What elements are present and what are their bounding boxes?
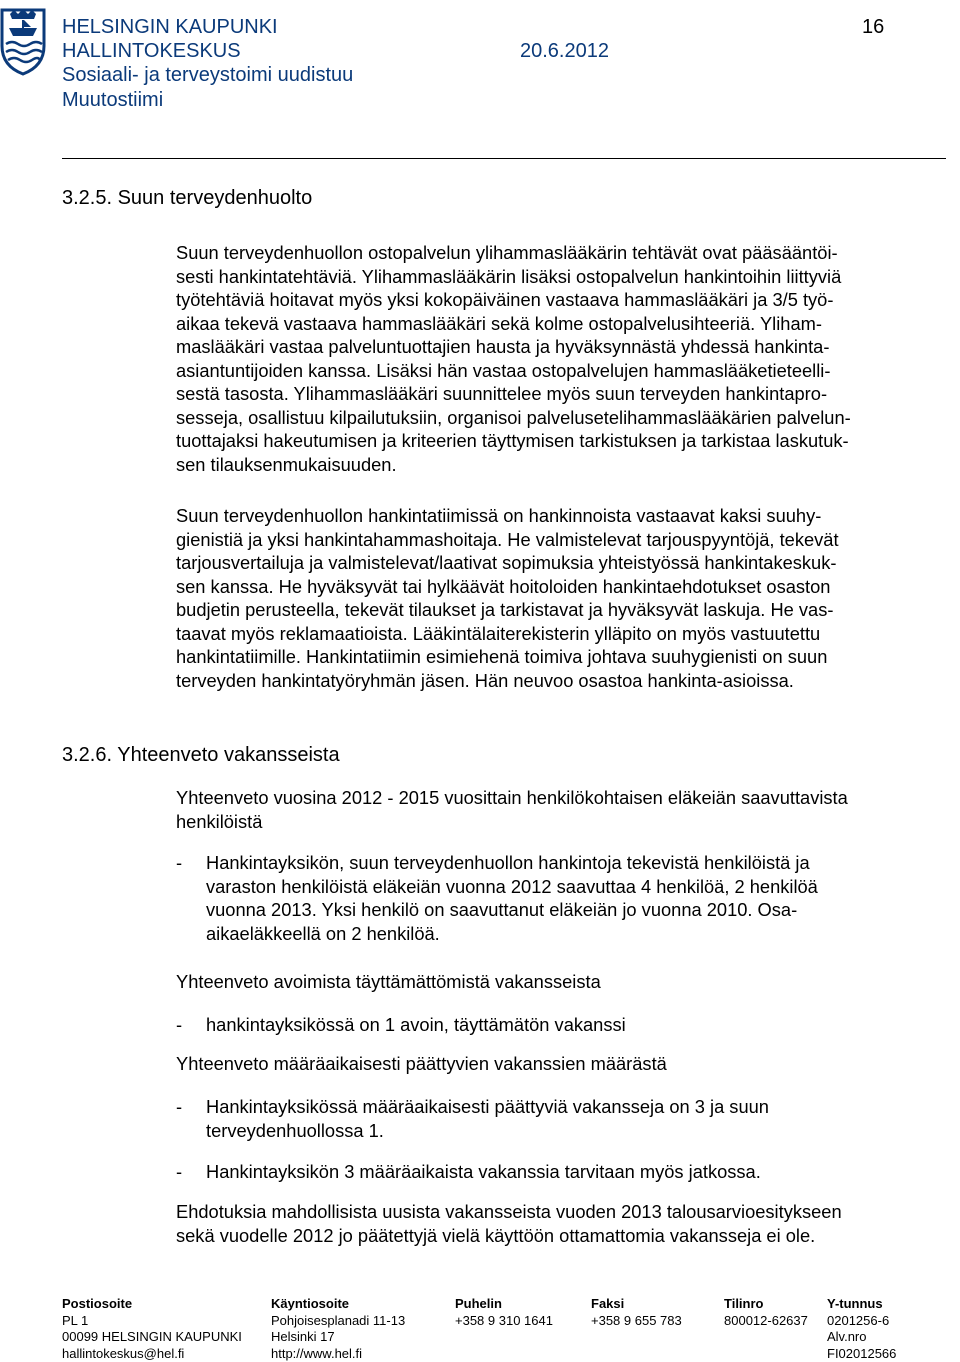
new-vacancies-proposal: [176, 1200, 936, 1247]
text-line: budjetin perusteella, tekevät tilaukset ja tarkistavat ja hyväksyvät laskuja. He vas-: [176, 598, 936, 622]
text-line: gienistiä ja yksi hankintahammashoitaja. He valmistelevat tarjouspyyntöjä, tekevät: [176, 528, 936, 552]
footer-email: hallintokeskus@hel.fi: [62, 1346, 242, 1362]
organization-name: HELSINGIN KAUPUNKI: [62, 15, 278, 39]
text-line: terveyden hankintatyöryhmän jäsen. Hän neuvoo osastoa hankinta-asioissa.: [176, 669, 936, 693]
section-heading-3-2-5: 3.2.5. Suun terveydenhuolto: [62, 186, 312, 210]
open-vacancies-title: [176, 970, 936, 994]
text-line: hankintatiimille. Hankintatiimin esimiehenä toimiva johtava suuhygienisti on suun: [176, 645, 936, 669]
document-name: Muutostiimi: [62, 88, 163, 112]
footer-value: Alv.nro: [827, 1329, 896, 1346]
bullet-dash: -: [176, 1095, 182, 1119]
header-divider: [62, 158, 946, 159]
text-line: aikaeläkkeellä on 2 henkilöä.: [206, 922, 936, 946]
text-line: vuonna 2013. Yksi henkilö on saavuttanut eläkeiän jo vuonna 2010. Osa-: [206, 898, 936, 922]
footer-label: Postiosoite: [62, 1296, 242, 1313]
text-line: varaston henkilöistä eläkeiän vuonna 2012 saavuttaa 4 henkilöä, 2 henkilöä: [206, 875, 936, 899]
helsinki-crest-icon: [0, 6, 46, 76]
bullet-open-vacancy: [206, 1013, 936, 1037]
text-line: sestä tasosta. Ylihammaslääkäri suunnittelee myös suun terveyden hankintapro-: [176, 382, 936, 406]
footer-visiting-address: [271, 1296, 405, 1362]
text-line: Hankintayksikön, suun terveydenhuollon hankintoja tekevistä henkilöistä ja: [206, 851, 936, 875]
text-line: maslääkäri vastaa palveluntuottajien hausta ja hyväksynnästä yhdessä hankinta-: [176, 335, 936, 359]
document-date: 20.6.2012: [520, 39, 609, 63]
text-line: Suun terveydenhuollon ostopalvelun ylihammaslääkärin tehtävät ovat pääsääntöi-: [176, 241, 936, 265]
footer-business-id: [827, 1296, 896, 1362]
text-line: taavat myös reklamaatioista. Lääkintälaiterekisterin ylläpito on myös vastuutettu: [176, 622, 936, 646]
section-3-2-5-paragraph-2: [176, 504, 936, 692]
text-line: Hankintayksikön 3 määräaikaista vakanssia tarvitaan myös jatkossa.: [206, 1160, 936, 1184]
footer-value: 00099 HELSINGIN KAUPUNKI: [62, 1329, 242, 1346]
text-line: Hankintayksikössä määräaikaisesti päättyviä vakansseja on 3 ja suun: [206, 1095, 936, 1119]
unit-name: Sosiaali- ja terveystoimi uudistuu: [62, 63, 353, 87]
text-line: Yhteenveto avoimista täyttämättömistä vakansseista: [176, 970, 936, 994]
text-line: sesti hankintatehtäviä. Ylihammaslääkärin lisäksi ostopalvelun hankintoihin liittyviä: [176, 265, 936, 289]
bullet-dash: -: [176, 1013, 182, 1037]
footer-value: FI02012566: [827, 1346, 896, 1362]
text-line: tarjousvertailuja ja valmistelevat/laativat sopimuksia yhteistyössä hankintakeskuk-: [176, 551, 936, 575]
text-line: sen tilauksenmukaisuuden.: [176, 453, 936, 477]
footer-value: Helsinki 17: [271, 1329, 405, 1346]
text-line: aikaa tekevä vastaava hammaslääkäri sekä kolme ostopalvelusihteeriä. Yliham-: [176, 312, 936, 336]
footer-postal-address: [62, 1296, 242, 1362]
text-line: Yhteenveto vuosina 2012 - 2015 vuosittain henkilökohtaisen eläkeiän saavuttavista: [176, 786, 936, 810]
footer-value: Pohjoisesplanadi 11-13: [271, 1313, 405, 1330]
retirement-summary-title: [176, 786, 936, 833]
text-line: henkilöistä: [176, 810, 936, 834]
text-line: terveydenhuollossa 1.: [206, 1119, 936, 1143]
text-line: tuottajaksi hakeutumisen ja kriteerien täyttymisen tarkistuksen ja tarkistaa laskutuk-: [176, 429, 936, 453]
footer-value: +358 9 655 783: [591, 1313, 682, 1330]
footer-phone: [455, 1296, 553, 1329]
text-line: työtehtäviä hoitavat myös yksi kokopäiväinen vastaava hammaslääkäri ja 3/5 työ-: [176, 288, 936, 312]
text-line: asiantuntijoiden kanssa. Lisäksi hän vastaa ostopalvelujen hammaslääketieteelli-: [176, 359, 936, 383]
text-line: sen kanssa. He hyväksyvät tai hylkäävät hoitoloiden hankintaehdotukset osaston: [176, 575, 936, 599]
text-line: Yhteenveto määräaikaisesti päättyvien vakanssien määrästä: [176, 1052, 936, 1076]
bullet-fixed-term-continued: [206, 1160, 936, 1184]
footer-account: [724, 1296, 808, 1329]
text-line: Ehdotuksia mahdollisista uusista vakansseista vuoden 2013 talousarvioesitykseen: [176, 1200, 936, 1224]
bullet-retirements: [206, 851, 936, 945]
footer-label: Tilinro: [724, 1296, 808, 1313]
text-line: hankintayksikössä on 1 avoin, täyttämätön vakanssi: [206, 1013, 936, 1037]
footer-value: 0201256-6: [827, 1313, 896, 1330]
footer-fax: [591, 1296, 682, 1329]
bullet-dash: -: [176, 1160, 182, 1184]
footer-value: PL 1: [62, 1313, 242, 1330]
section-3-2-5-paragraph-1: [176, 241, 936, 476]
text-line: sekä vuodelle 2012 jo päätettyjä vielä käyttöön ottamattomia vakansseja ei ole.: [176, 1224, 936, 1248]
bullet-fixed-term: [206, 1095, 936, 1142]
bullet-dash: -: [176, 851, 182, 875]
footer-value: 800012-62637: [724, 1313, 808, 1330]
footer-label: Y-tunnus: [827, 1296, 896, 1313]
text-line: sesseja, osallistuu kilpailutuksiin, organisoi palvelusetelihammaslääkärien palvelun-: [176, 406, 936, 430]
page-number: 16: [862, 15, 884, 39]
footer-value: +358 9 310 1641: [455, 1313, 553, 1330]
footer-website: http://www.hel.fi: [271, 1346, 405, 1362]
fixed-term-vacancies-title: [176, 1052, 936, 1076]
department-name: HALLINTOKESKUS: [62, 39, 241, 63]
text-line: Suun terveydenhuollon hankintatiimissä on hankinnoista vastaavat kaksi suuhy-: [176, 504, 936, 528]
footer-label: Käyntiosoite: [271, 1296, 405, 1313]
footer-label: Faksi: [591, 1296, 682, 1313]
footer-label: Puhelin: [455, 1296, 553, 1313]
section-heading-3-2-6: 3.2.6. Yhteenveto vakansseista: [62, 743, 340, 767]
